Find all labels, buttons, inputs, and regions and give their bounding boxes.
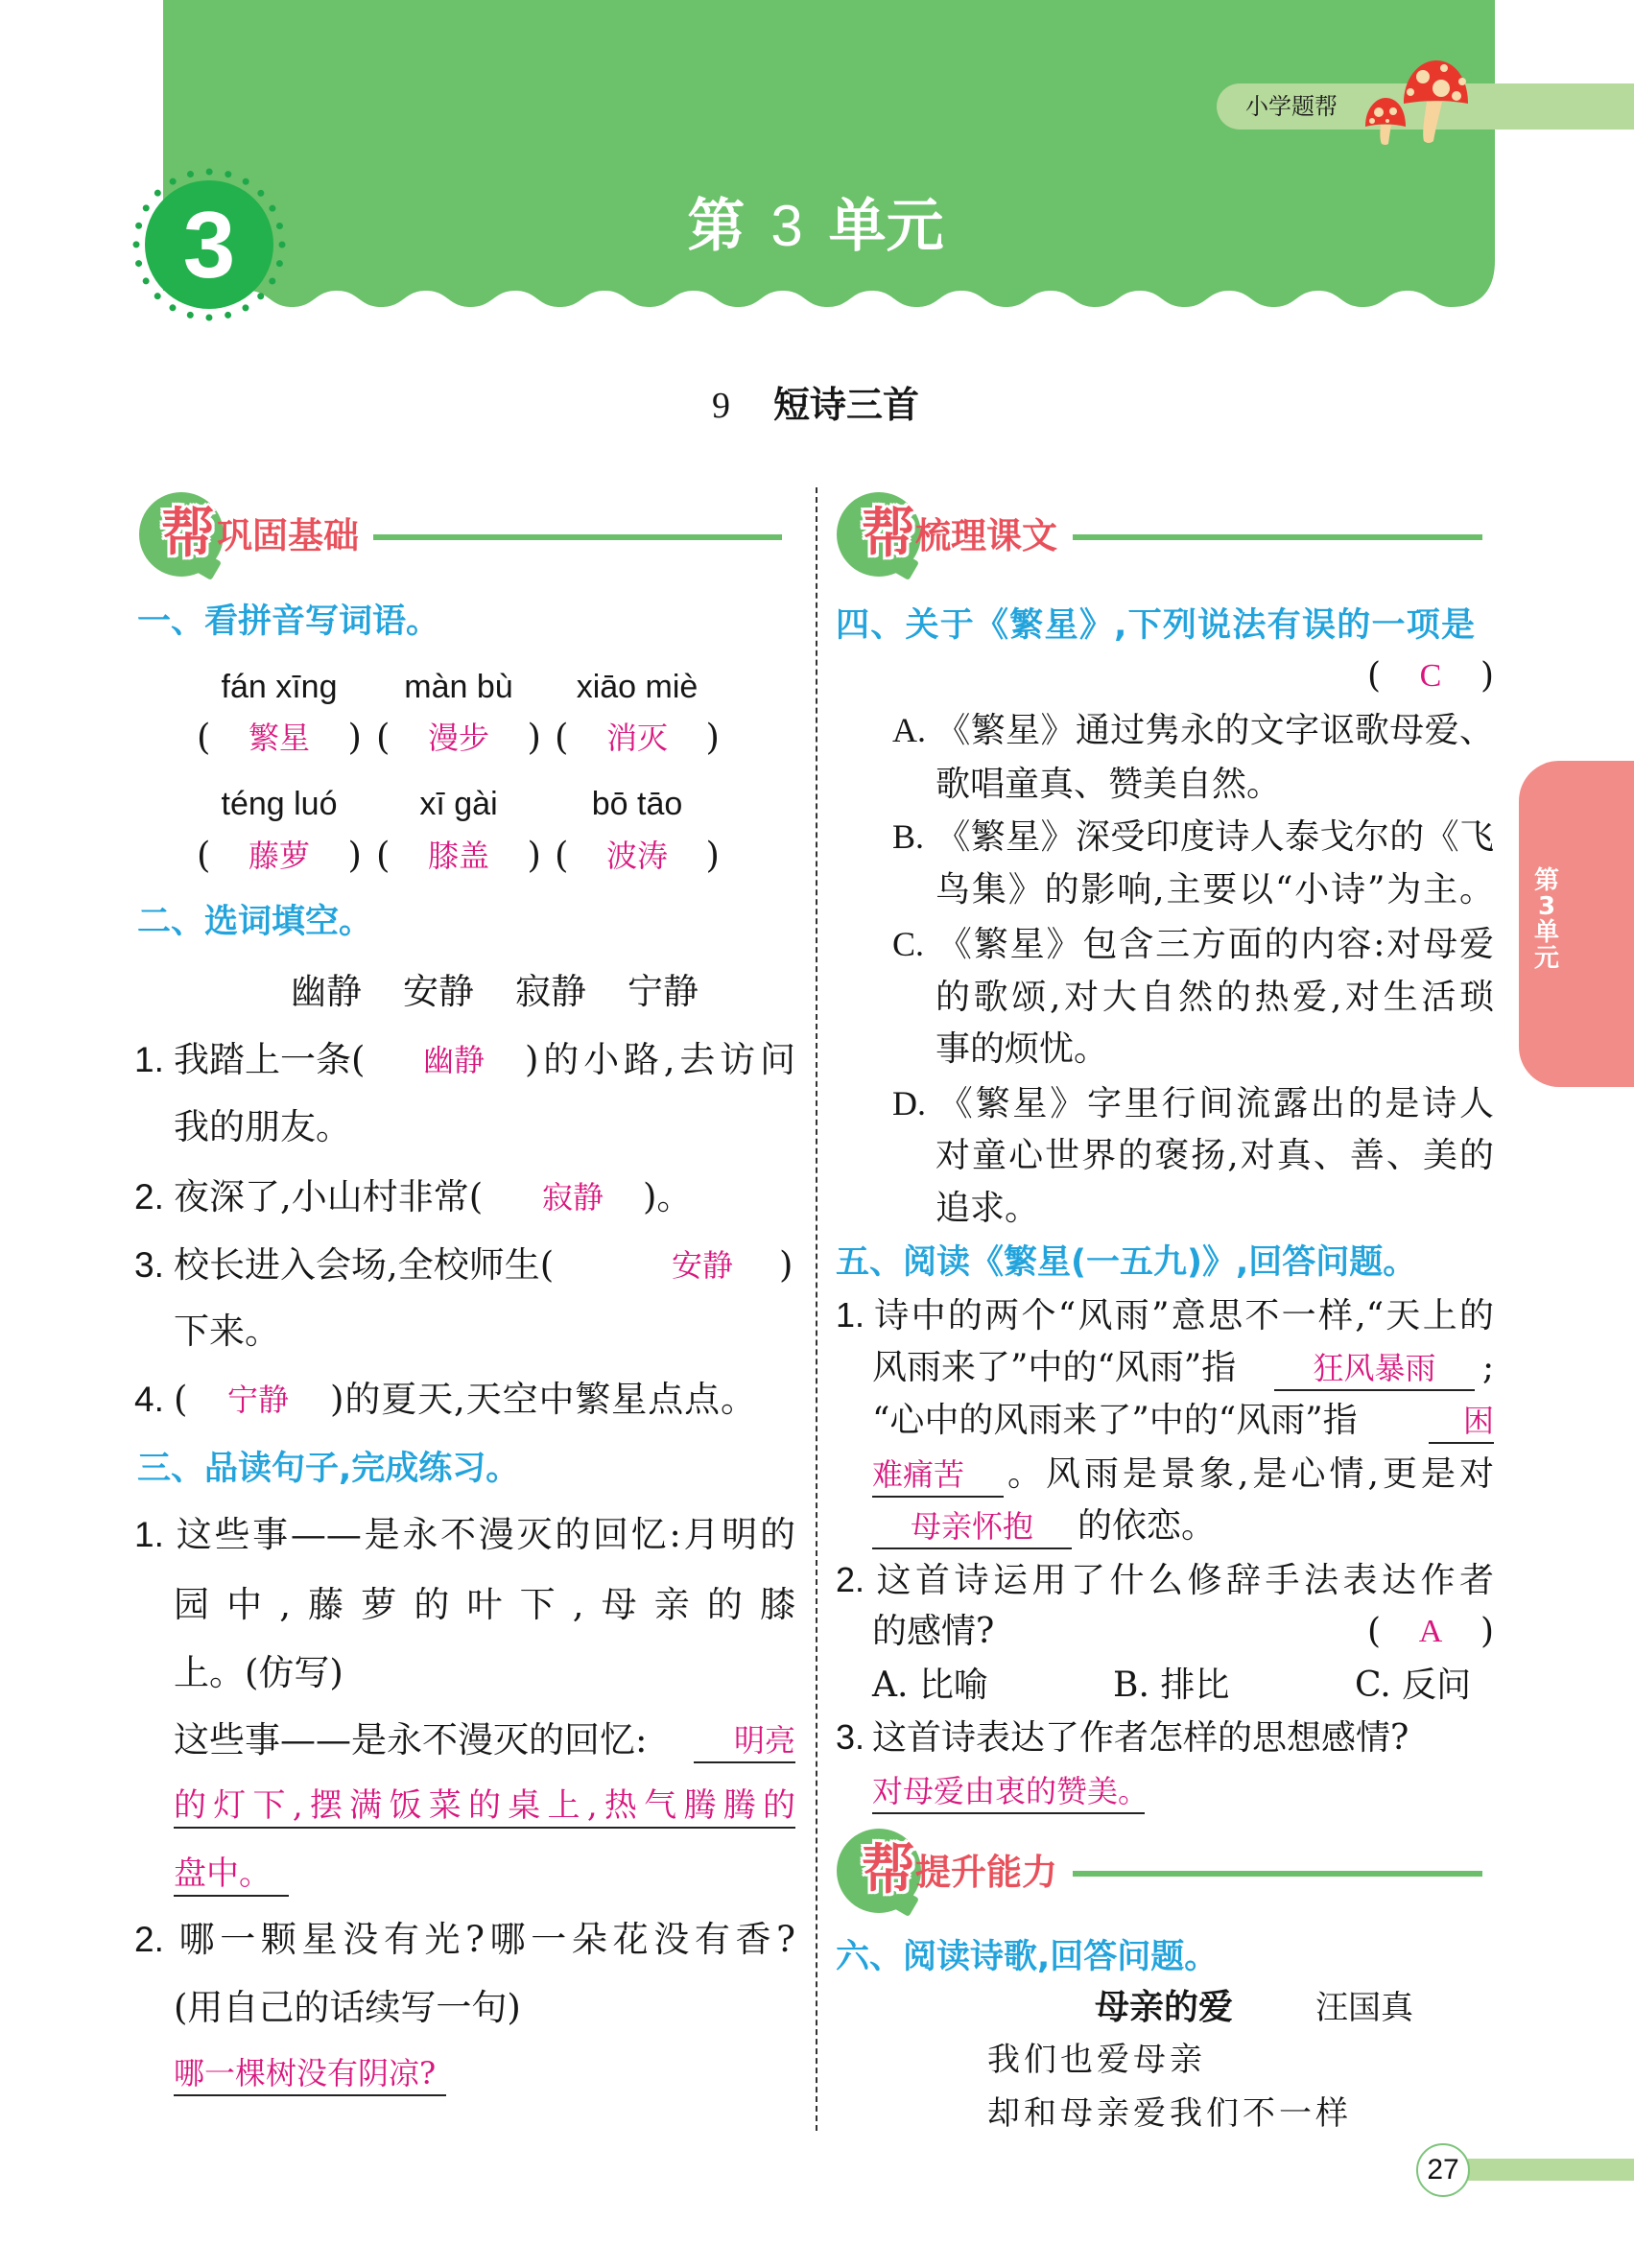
item-number: 4.	[134, 1380, 164, 1419]
item-number: 1.	[134, 1040, 164, 1079]
q5-item-1-line: 风雨来了”中的“风雨”指	[872, 1348, 1237, 1387]
q2-item-2-stem	[134, 1176, 483, 1218]
unit-title-suffix: 单元	[828, 193, 944, 260]
page-number-bar	[1468, 2159, 1634, 2181]
poem-author: 汪国真	[1315, 1989, 1413, 2027]
item-text-after: )。	[643, 1176, 693, 1217]
choice-answer: C	[1419, 658, 1442, 694]
column-divider	[816, 487, 817, 2131]
open-paren: (	[376, 717, 391, 758]
answer-text: 漫步	[427, 720, 489, 756]
section-label: 提升能力	[915, 1852, 1057, 1893]
mushroom-icon	[1343, 48, 1497, 154]
section-header-improve	[837, 1829, 1508, 1917]
word-bank-item: 宁静	[628, 971, 699, 1012]
item-text: 这首诗表达了作者怎样的思想感情?	[872, 1718, 1409, 1758]
fill-blank-answer: 狂风暴雨	[1274, 1347, 1475, 1391]
fill-blank-answer: 宁静	[226, 1382, 289, 1418]
word-bank-item: 寂静	[515, 971, 586, 1012]
option-letter: D.	[892, 1084, 926, 1122]
choice-answer-box	[1367, 1611, 1494, 1653]
choice-option: A. 比喻	[872, 1666, 988, 1705]
open-paren: (	[1367, 1612, 1382, 1651]
option-c-line	[892, 923, 1494, 965]
option-text: 《繁星》通过隽永的文字讴歌母爱、	[935, 711, 1494, 750]
open-paren: (	[1367, 656, 1382, 696]
section-rule	[1073, 534, 1482, 540]
question-heading-6: 六、阅读诗歌,回答问题。	[836, 1938, 1219, 1976]
item-number: 1.	[836, 1295, 865, 1335]
answer-text: 藤萝	[248, 838, 310, 874]
item-text: 我踏上一条(	[174, 1039, 366, 1080]
q5-item-1-line: 的依恋。	[1077, 1506, 1217, 1546]
option-b-line: 鸟集》的影响,主要以“小诗”为主。	[935, 870, 1494, 910]
q5-item-2-line	[836, 1559, 1494, 1601]
fill-blank-answer: 幽静	[422, 1042, 485, 1078]
lesson-title	[576, 382, 1055, 428]
item-number: 2.	[134, 1177, 164, 1217]
answer-text: 繁星	[248, 720, 310, 756]
fill-blank-answer: 寂静	[541, 1179, 604, 1216]
open-paren: (	[197, 717, 211, 758]
answer-line: 对母爱由衷的赞美。	[872, 1770, 1145, 1814]
question-heading-3: 三、品读句子,完成练习。	[137, 1450, 520, 1488]
answer-text: 波涛	[605, 838, 668, 874]
close-paren: )	[705, 835, 720, 876]
fill-blank-answer: 安静	[671, 1247, 733, 1284]
option-b-line	[892, 815, 1494, 858]
punctuation: ;	[1482, 1348, 1495, 1387]
option-text: 《繁星》包含三方面的内容:对母爱	[935, 925, 1494, 964]
option-text: 《繁星》字里行间流露出的是诗人	[935, 1084, 1494, 1123]
section-header-consolidate	[139, 492, 811, 580]
question-heading-2: 二、选词填空。	[137, 903, 373, 941]
section-header-review	[837, 492, 1508, 580]
word-bank	[291, 971, 699, 1013]
answer-box	[555, 717, 720, 759]
item-text: 哪一颗星没有光?哪一朵花没有香?	[174, 1919, 795, 1960]
section-rule	[1073, 1871, 1482, 1877]
fill-blank-answer: 明亮	[694, 1719, 795, 1763]
q5-item-2-line: 的感情?	[872, 1612, 995, 1651]
option-a-line: 歌唱童真、赞美自然。	[935, 765, 1282, 804]
item-number: 2.	[836, 1560, 865, 1599]
item-text-after: )的夏天,天空中繁星点点。	[330, 1379, 756, 1420]
item-text-continued: 下来。	[174, 1311, 280, 1352]
section-badge: 帮	[161, 503, 215, 565]
pinyin-label: màn bù	[404, 669, 513, 705]
word-bank-item: 安静	[403, 971, 474, 1012]
close-paren: )	[1480, 656, 1494, 696]
item-text: 诗中的两个“风雨”意思不一样,“天上的	[872, 1296, 1494, 1335]
close-paren: )	[705, 717, 720, 758]
close-paren: )	[347, 717, 362, 758]
q3-item-1-line: 上。(仿写)	[174, 1652, 343, 1693]
unit-title-number: 3	[770, 194, 803, 258]
option-text: 《繁星》深受印度诗人泰戈尔的《飞	[935, 817, 1494, 857]
fill-blank-answer: 难痛苦	[872, 1453, 1004, 1498]
pinyin-label: fán xīng	[221, 669, 338, 705]
side-tab-char: 单	[1533, 918, 1559, 947]
answer-text: 消灭	[605, 720, 668, 756]
answer-box	[555, 835, 720, 877]
unit-title-prefix: 第	[687, 193, 746, 260]
option-letter: A.	[892, 711, 926, 749]
q2-item-3-stem	[134, 1244, 554, 1287]
item-text: 这首诗运用了什么修辞手法表达作者	[872, 1561, 1494, 1600]
section-badge: 帮	[862, 1839, 915, 1902]
section-rule	[373, 534, 782, 540]
close-paren: )	[527, 835, 541, 876]
pinyin-label: xiāo miè	[576, 669, 699, 705]
close-paren: )	[347, 835, 362, 876]
item-text-continued: 我的朋友。	[174, 1106, 351, 1147]
answer-box	[197, 835, 362, 877]
answer-line: 的灯下,摆满饭菜的桌上,热气腾腾的	[174, 1784, 795, 1829]
item-text: 校长进入会场,全校师生(	[174, 1244, 555, 1286]
q3-item-2-line: (用自己的话续写一句)	[174, 1987, 521, 2028]
answer-text: 膝盖	[427, 838, 489, 874]
q5-item-1-line: “心中的风雨来了”中的“风雨”指	[872, 1401, 1358, 1440]
answer-line: 盘中。	[174, 1853, 289, 1897]
question-heading-4: 四、关于《繁星》,下列说法有误的一项是	[836, 606, 1475, 645]
lesson-number: 9	[711, 386, 730, 426]
side-tab-label	[1530, 868, 1563, 972]
open-paren: (	[197, 835, 211, 876]
q3-item-1-line	[134, 1514, 795, 1556]
option-d-line	[892, 1082, 1494, 1124]
answer-line: 哪一棵树没有阴凉?	[174, 2052, 446, 2096]
close-paren: )	[527, 717, 541, 758]
section-label: 巩固基础	[217, 515, 359, 556]
question-heading-5: 五、阅读《繁星(一五九)》,回答问题。	[836, 1243, 1417, 1282]
choice-option: B. 排比	[1113, 1666, 1230, 1705]
item-text: (	[174, 1379, 188, 1420]
page-number-badge	[1416, 2143, 1470, 2197]
question-heading-1: 一、看拼音写词语。	[137, 602, 440, 641]
word-bank-item: 幽静	[291, 971, 362, 1012]
page-number: 27	[1427, 2154, 1459, 2185]
q5-item-3-line	[836, 1716, 1409, 1759]
q2-item-1-stem	[134, 1039, 365, 1081]
item-number: 1.	[134, 1515, 164, 1554]
unit-title	[576, 192, 1055, 261]
option-letter: B.	[892, 817, 925, 856]
open-paren: (	[555, 717, 569, 758]
section-badge: 帮	[862, 503, 915, 565]
open-paren: (	[376, 835, 391, 876]
option-c-line: 的歌颂,对大自然的热爱,对生活琐	[935, 978, 1494, 1017]
fill-blank-answer: 母亲怀抱	[872, 1505, 1072, 1549]
poem-line: 我们也爱母亲	[987, 2041, 1206, 2079]
answer-box	[376, 835, 541, 877]
pinyin-label: téng luó	[221, 786, 338, 822]
poem-line: 却和母亲爱我们不一样	[987, 2094, 1352, 2133]
q5-item-1-line: 。风雨是景象,是心情,更是对	[1007, 1454, 1494, 1494]
answer-box	[376, 717, 541, 759]
item-number: 3.	[836, 1717, 865, 1757]
choice-option: C. 反问	[1355, 1666, 1472, 1705]
q5-item-1-line	[836, 1294, 1494, 1336]
choice-answer-box	[1367, 655, 1494, 697]
poem-title: 母亲的爱	[1095, 1988, 1234, 2027]
open-paren: (	[555, 835, 569, 876]
q2-item-4-stem	[134, 1379, 187, 1421]
section-label: 梳理课文	[915, 515, 1057, 556]
pinyin-label: xī gài	[419, 786, 498, 822]
item-text: 这些事——是永不漫灭的回忆:月明的	[174, 1514, 795, 1555]
item-text-after: )的小路,去访问	[525, 1039, 795, 1080]
side-tab-char: 元	[1533, 944, 1559, 973]
brand-label: 小学题帮	[1245, 93, 1338, 120]
answer-box	[197, 717, 362, 759]
choice-answer: A	[1418, 1614, 1443, 1649]
side-tab-char: 3	[1537, 892, 1556, 921]
q3-item-1-line: 园中,藤萝的叶下,母亲的膝	[174, 1584, 795, 1625]
item-number: 2.	[134, 1920, 164, 1959]
q3-item-2-line	[134, 1919, 795, 1961]
item-number: 3.	[134, 1245, 164, 1285]
option-a-line	[892, 709, 1494, 751]
close-paren: )	[1480, 1612, 1494, 1651]
unit-number-badge	[145, 180, 273, 309]
item-text-after: )	[779, 1244, 793, 1286]
fill-blank-answer: 困	[1429, 1400, 1494, 1444]
option-d-line: 追求。	[935, 1189, 1040, 1228]
pinyin-label: bō tāo	[591, 786, 683, 822]
q3-item-1-prompt: 这些事——是永不漫灭的回忆:	[174, 1719, 648, 1760]
lesson-name: 短诗三首	[773, 384, 920, 426]
unit-side-tab	[1519, 761, 1634, 1087]
side-tab-char: 第	[1533, 866, 1559, 895]
option-letter: C.	[892, 925, 925, 963]
unit-number: 3	[182, 192, 236, 297]
option-d-line: 对童心世界的褒扬,对真、善、美的	[935, 1136, 1494, 1175]
item-text: 夜深了,小山村非常(	[174, 1176, 484, 1217]
option-c-line: 事的烦忧。	[935, 1029, 1109, 1069]
